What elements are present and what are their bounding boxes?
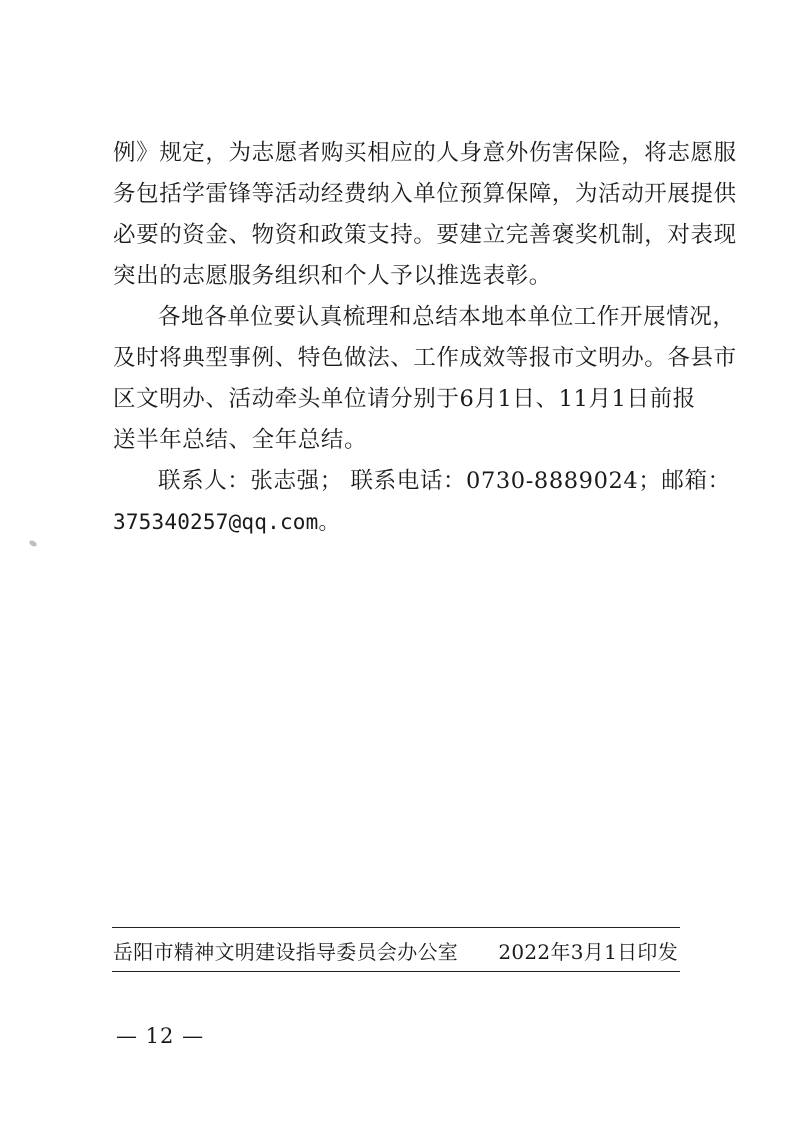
footer-org: 岳阳市精神文明建设指导委员会办公室 <box>113 940 459 964</box>
body-line-5: 各地各单位要认真梳理和总结本地本单位工作开展情况， <box>158 304 736 330</box>
footer-date: 2022年3月1日印发 <box>498 940 678 964</box>
footer-bottom-rule <box>112 971 680 972</box>
scan-speck <box>28 539 37 547</box>
body-line-1: 例》规定，为志愿者购买相应的人身意外伤害保险，将志愿服 <box>113 140 737 166</box>
footer-top-rule <box>112 927 680 928</box>
body-line-6: 及时将典型事例、特色做法、工作成效等报市文明办。各县市 <box>113 345 737 371</box>
body-line-8: 送半年总结、全年总结。 <box>113 427 368 453</box>
page-number: — 12 — <box>116 1024 205 1048</box>
contact-line: 联系人：张志强； 联系电话：0730-8889024；邮箱： <box>158 468 731 494</box>
body-line-4: 突出的志愿服务组织和个人予以推选表彰。 <box>113 263 552 289</box>
body-line-3: 必要的资金、物资和政策支持。要建立完善褒奖机制，对表现 <box>113 222 737 248</box>
email-line: 375340257@qq.com。 <box>113 510 340 534</box>
body-line-7: 区文明办、活动牵头单位请分别于6月1日、11月1日前报 <box>113 386 696 412</box>
body-line-2: 务包括学雷锋等活动经费纳入单位预算保障，为活动开展提供 <box>113 181 737 207</box>
